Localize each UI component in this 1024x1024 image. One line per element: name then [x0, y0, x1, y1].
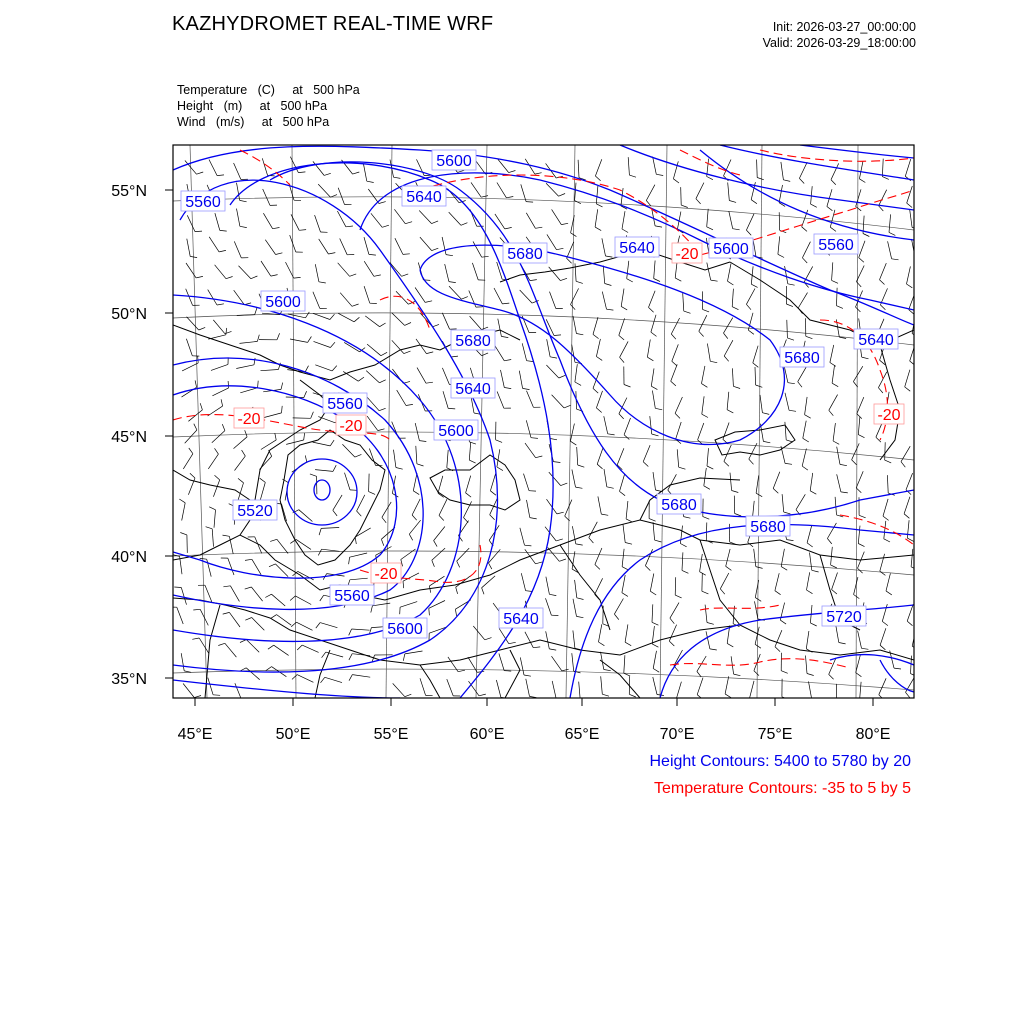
- height-contour-label: 5600: [436, 153, 472, 170]
- lon-tick-label: 60°E: [469, 726, 505, 743]
- wind-barbs: [170, 157, 927, 705]
- temperature-legend: Temperature Contours: -35 to 5 by 5: [653, 780, 911, 797]
- height-contour-label: 5600: [387, 621, 423, 638]
- temperature-contour-label: -20: [877, 407, 901, 424]
- valid-time: Valid: 2026-03-29_18:00:00: [762, 36, 916, 50]
- field-name: Wind: [177, 115, 206, 129]
- field-unit: (C): [257, 83, 275, 97]
- field-name: Temperature: [177, 83, 248, 97]
- lon-tick-label: 55°E: [373, 726, 409, 743]
- field-level: 500 hPa: [282, 115, 330, 129]
- field-height: Height (m) at 500 hPa: [177, 99, 328, 113]
- temperature-contour-label: -20: [237, 411, 261, 428]
- height-contour-label: 5640: [619, 240, 655, 257]
- lon-tick-label: 80°E: [855, 726, 891, 743]
- lon-tick-label: 65°E: [564, 726, 600, 743]
- temperature-contour-label: -20: [675, 246, 699, 263]
- field-wind: Wind (m/s) at 500 hPa: [177, 115, 330, 129]
- height-contour-label: 5560: [327, 396, 363, 413]
- field-temperature: Temperature (C) at 500 hPa: [177, 83, 360, 97]
- height-contour-label: 5640: [503, 611, 539, 628]
- latitude-axis: [111, 183, 173, 688]
- height-contour-label: 5680: [455, 333, 491, 350]
- height-legend: Height Contours: 5400 to 5780 by 20: [649, 753, 911, 770]
- height-contour-label: 5600: [438, 423, 474, 440]
- lat-tick-label: 55°N: [111, 183, 147, 200]
- init-time: Init: 2026-03-27_00:00:00: [772, 20, 916, 34]
- height-contour-label: 5560: [334, 588, 370, 605]
- height-contour-label: 5560: [185, 194, 221, 211]
- lon-tick-label: 70°E: [659, 726, 695, 743]
- height-contour-label: 5680: [750, 519, 786, 536]
- height-contour-label: 5680: [784, 350, 820, 367]
- height-contour-label: 5680: [661, 497, 697, 514]
- temperature-contour-label: -20: [374, 566, 398, 583]
- lat-tick-label: 40°N: [111, 549, 147, 566]
- height-contour-label: 5560: [818, 237, 854, 254]
- height-contour-label: 5640: [455, 381, 491, 398]
- lat-tick-label: 35°N: [111, 671, 147, 688]
- height-contour-label: 5600: [713, 241, 749, 258]
- longitude-axis: [178, 698, 891, 743]
- temperature-contour-label: -20: [339, 418, 363, 435]
- height-contour-label: 5520: [237, 503, 273, 520]
- lon-tick-label: 50°E: [275, 726, 311, 743]
- height-contour-label: 5680: [507, 246, 543, 263]
- lat-tick-label: 50°N: [111, 306, 147, 323]
- height-contour-label: 5600: [265, 294, 301, 311]
- field-level: 500 hPa: [313, 83, 360, 97]
- field-unit: (m/s): [215, 115, 245, 129]
- lat-tick-label: 45°N: [111, 429, 147, 446]
- height-contour-label: 5640: [858, 332, 894, 349]
- field-name: Height: [177, 99, 214, 113]
- field-level: 500 hPa: [280, 99, 328, 113]
- height-contour-label: 5640: [406, 189, 442, 206]
- lon-tick-label: 75°E: [757, 726, 793, 743]
- field-unit: (m): [223, 99, 243, 113]
- lon-tick-label: 45°E: [177, 726, 213, 743]
- height-contour-label: 5720: [826, 609, 862, 626]
- map-title: KAZHYDROMET REAL-TIME WRF: [172, 13, 494, 35]
